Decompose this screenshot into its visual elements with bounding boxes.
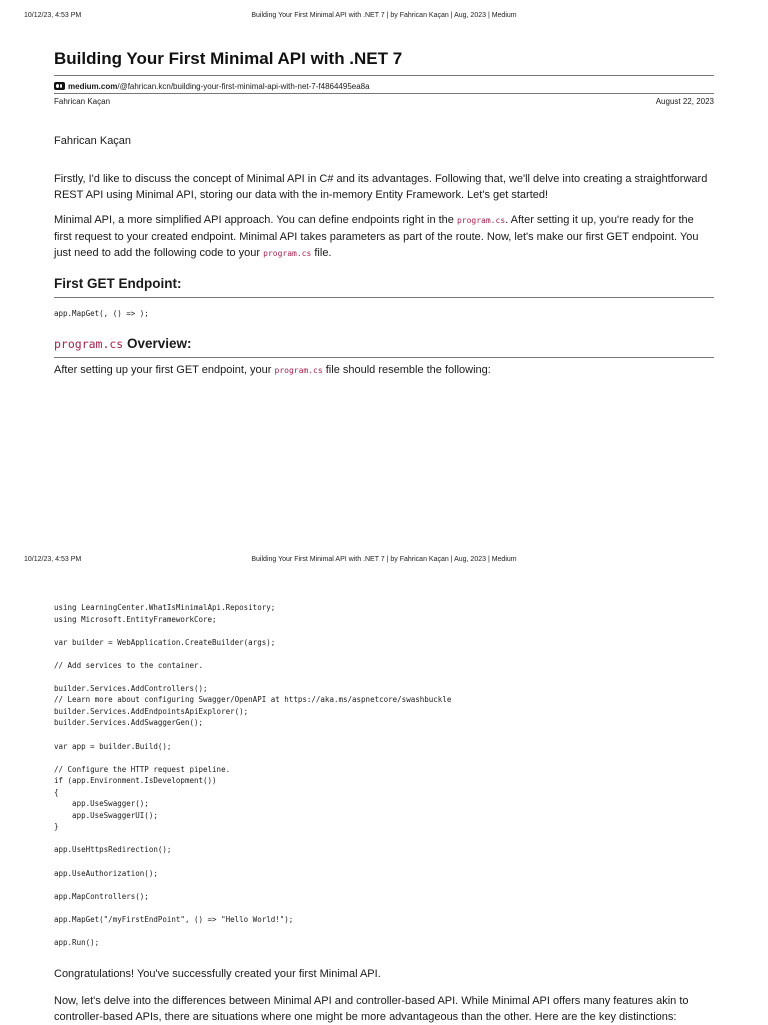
print-header bbox=[24, 12, 744, 26]
inline-code: program.cs bbox=[263, 249, 312, 258]
article-title: Building Your First Minimal API with .NET 7 bbox=[54, 49, 403, 68]
print-header bbox=[24, 556, 744, 570]
print-timestamp: 10/12/23, 4:53 PM bbox=[24, 556, 82, 563]
section-divider bbox=[54, 297, 714, 298]
section-divider bbox=[54, 357, 714, 358]
medium-logo-icon bbox=[54, 82, 65, 90]
section-heading-first-get: First GET Endpoint: bbox=[54, 276, 182, 291]
print-timestamp: 10/12/23, 4:53 PM bbox=[24, 12, 82, 19]
minimal-api-paragraph bbox=[54, 212, 714, 262]
after-setup-paragraph bbox=[54, 362, 714, 379]
text-span: Minimal API, a more simplified API approach. You can define endpoints right in the bbox=[54, 214, 457, 226]
code-block-program-cs: using LearningCenter.WhatIsMinimalApi.Repository; using Microsoft.EntityFrameworkCore; var builder = WebApplication.CreateBuilder(args); // Add services to the container. builder.Services.AddControllers(); // Learn more about configuring Swagger/OpenAPI at https://aka.ms/aspnetcore/swashbuckle builder.Services.AddEndpointsApiExplorer(); builder.Services.AddSwaggerGen(); var app = builder.Build(); // Configure the HTTP request pipeline. if (app.Environment.IsDevelopment()) { app.UseSwagger(); app.UseSwaggerUI(); } app.UseHttpsRedirection(); app.UseAuthorization(); app.MapControllers(); app.MapGet("/myFirstEndPoint", () => "Hello World!"); app.Run(); bbox=[54, 603, 452, 947]
title-divider bbox=[54, 75, 714, 76]
differences-paragraph: Now, let's delve into the differences between Minimal API and controller-based API. While Minimal API offers many features akin to controller-based APIs, there are situations where one might be more advantageous than the other. Here are the key distinctions: bbox=[54, 995, 689, 1023]
author-heading: Fahrican Kaçan bbox=[54, 135, 132, 147]
heading-text: Overview: bbox=[123, 336, 192, 351]
url-domain: medium.com bbox=[68, 82, 118, 91]
source-url[interactable] bbox=[54, 81, 714, 93]
url-divider bbox=[54, 93, 714, 94]
intro-paragraph: Firstly, I'd like to discuss the concept of Minimal API in C# and its advantages. Following that, we'll delve into creating a straightforward REST API using Minimal API, storing our data with the in-memory Entity Framework. Let's get started! bbox=[54, 173, 708, 201]
text-span: . After setting it up, you're ready for the first request to your created endpoint. Minimal API takes parameters as part of the route. Now, let's make our first GET endpoint. You just need to add the following code to your bbox=[54, 214, 699, 259]
author-byline: Fahrican Kaçan bbox=[54, 97, 111, 106]
text-span: file. bbox=[311, 247, 332, 259]
inline-code: program.cs bbox=[456, 216, 506, 225]
publish-date: August 22, 2023 bbox=[655, 97, 714, 106]
article-meta bbox=[54, 97, 714, 109]
url-path: /@fahrican.kcn/building-your-first-minimal-api-with-net-7-f4864495ea8a bbox=[117, 82, 370, 91]
congrats-paragraph: Congratulations! You've successfully created your first Minimal API. bbox=[54, 968, 381, 980]
text-span: file should resemble the following: bbox=[322, 364, 491, 376]
inline-code: program.cs bbox=[54, 337, 124, 351]
text-span: After setting up your first GET endpoint, your bbox=[54, 364, 275, 376]
print-page-title: Building Your First Minimal API with .NET 7 | by Fahrican Kaçan | Aug, 2023 | Medium bbox=[251, 556, 517, 563]
inline-code: program.cs bbox=[274, 366, 323, 375]
section-heading-overview bbox=[54, 336, 714, 354]
print-page-title: Building Your First Minimal API with .NET 7 | by Fahrican Kaçan | Aug, 2023 | Medium bbox=[251, 12, 517, 19]
code-snippet-mapget: app.MapGet(, () => ); bbox=[54, 309, 149, 318]
